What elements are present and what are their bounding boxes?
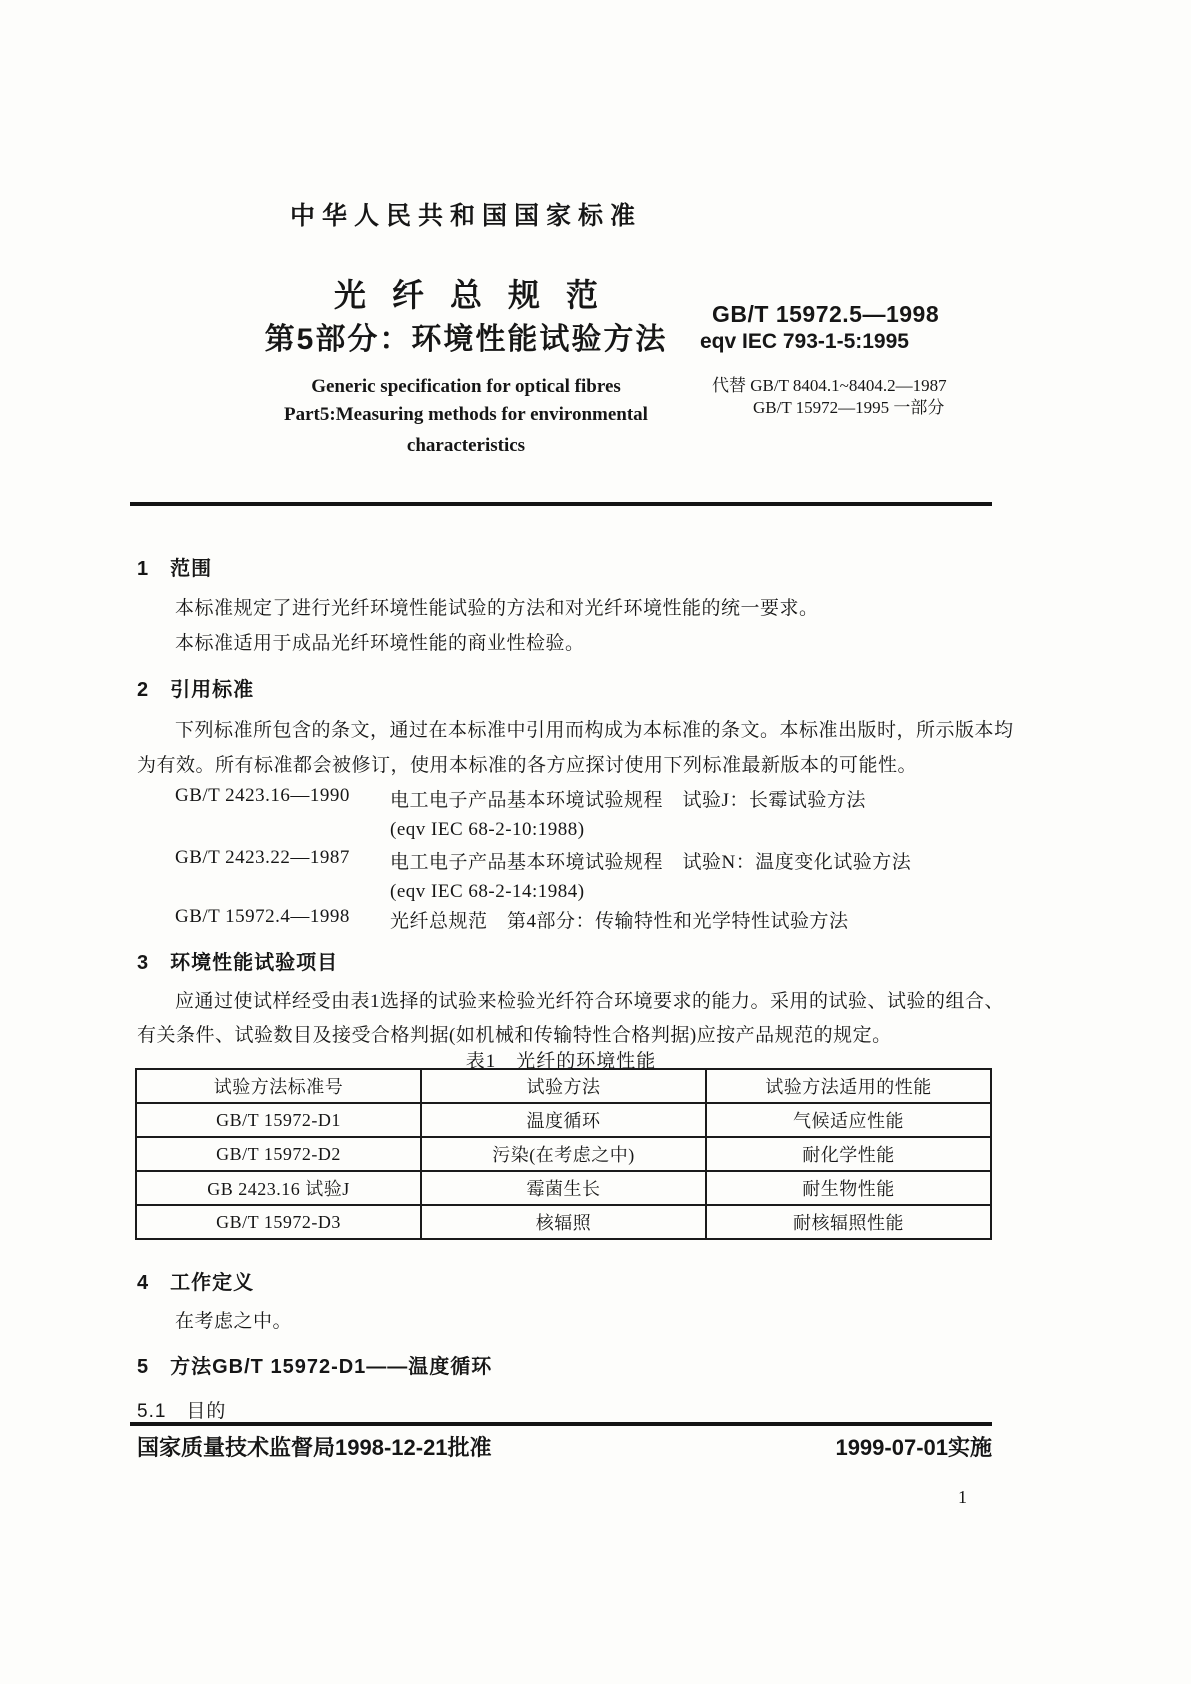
table-cell: GB 2423.16 试验J — [136, 1171, 421, 1205]
section-1-heading: 1 范围 — [137, 558, 213, 580]
section-2-heading: 2 引用标准 — [137, 679, 255, 701]
environment-performance-table — [135, 1068, 992, 1240]
standard-type-heading: 中华人民共和国国家标准 — [289, 202, 642, 230]
table-row — [136, 1171, 991, 1205]
table-cell: 温度循环 — [421, 1103, 706, 1137]
reference-equivalence: (eqv IEC 68-2-14:1984) — [390, 881, 585, 902]
standard-number: GB/T 15972.5—1998 — [712, 301, 940, 327]
footer-divider-rule — [130, 1422, 992, 1426]
reference-title: 电工电子产品基本环境试验规程 试验J：长霉试验方法 — [390, 790, 866, 811]
table-row — [136, 1137, 991, 1171]
section-2-intro-line1: 下列标准所包含的条文，通过在本标准中引用而构成为本标准的条文。本标准出版时，所示版本均 — [175, 720, 1014, 741]
table-header-cell-standard: 试验方法标准号 — [136, 1069, 421, 1103]
section-2-intro-line2: 为有效。所有标准都会被修订，使用本标准的各方应探讨使用下列标准最新版本的可能性。 — [137, 755, 918, 776]
table-row — [136, 1205, 991, 1239]
document-title-cn: 光纤总规范 — [333, 277, 624, 313]
section-1-paragraph-1: 本标准规定了进行光纤环境性能试验的方法和对光纤环境性能的统一要求。 — [175, 598, 819, 619]
document-title-en-line3: characteristics — [406, 435, 526, 456]
header-divider-rule — [130, 502, 992, 506]
section-5-heading: 5 方法GB/T 15972-D1——温度循环 — [137, 1356, 493, 1378]
table-header-cell-property: 试验方法适用的性能 — [706, 1069, 991, 1103]
section-4-paragraph-1: 在考虑之中。 — [175, 1311, 293, 1332]
table-caption: 表1 光纤的环境性能 — [465, 1051, 657, 1072]
reference-item — [175, 785, 866, 812]
approval-statement: 国家质量技术监督局1998-12-21批准 — [137, 1435, 492, 1460]
reference-code: GB/T 2423.16—1990 — [175, 785, 350, 806]
table-cell: 霉菌生长 — [421, 1171, 706, 1205]
section-4-heading: 4 工作定义 — [137, 1272, 255, 1294]
table-cell: 耐核辐照性能 — [706, 1205, 991, 1239]
page-number: 1 — [958, 1487, 967, 1507]
table-cell: 核辐照 — [421, 1205, 706, 1239]
replaces-note-line1: 代替 GB/T 8404.1~8404.2—1987 — [712, 376, 947, 395]
document-title-en-line1: Generic specification for optical fibres — [311, 376, 621, 397]
table-cell: GB/T 15972-D1 — [136, 1103, 421, 1137]
reference-title: 电工电子产品基本环境试验规程 试验N：温度变化试验方法 — [390, 852, 912, 873]
reference-item — [175, 847, 911, 874]
section-3-heading: 3 环境性能试验项目 — [137, 952, 339, 974]
table-cell: 气候适应性能 — [706, 1103, 991, 1137]
table-cell: GB/T 15972-D2 — [136, 1137, 421, 1171]
section-1-paragraph-2: 本标准适用于成品光纤环境性能的商业性检验。 — [175, 633, 585, 654]
reference-equivalence: (eqv IEC 68-2-10:1988) — [390, 819, 585, 840]
table-header-cell-method: 试验方法 — [421, 1069, 706, 1103]
reference-title: 光纤总规范 第4部分：传输特性和光学特性试验方法 — [390, 911, 849, 932]
reference-item — [175, 906, 849, 933]
table-cell: 污染(在考虑之中) — [421, 1137, 706, 1171]
replaces-note-line2: GB/T 15972—1995 一部分 — [753, 398, 945, 417]
table-cell: 耐生物性能 — [706, 1171, 991, 1205]
document-title-en-line2: Part5:Measuring methods for environmental — [284, 404, 648, 425]
section-3-paragraph-line1: 应通过使试样经受由表1选择的试验来检验光纤符合环境要求的能力。采用的试验、试验的组合、 — [175, 991, 1005, 1012]
table-cell: 耐化学性能 — [706, 1137, 991, 1171]
reference-code: GB/T 15972.4—1998 — [175, 906, 350, 927]
section-3-paragraph-line2: 有关条件、试验数目及接受合格判据(如机械和传输特性合格判据)应按产品规范的规定。 — [137, 1025, 892, 1046]
reference-code: GB/T 2423.22—1987 — [175, 847, 350, 868]
implementation-date: 1999-07-01实施 — [835, 1435, 992, 1460]
table-header-row — [136, 1069, 991, 1103]
document-subtitle-cn: 第5部分：环境性能试验方法 — [264, 323, 668, 356]
standard-equivalence: eqv IEC 793-1-5:1995 — [700, 330, 909, 353]
table-cell: GB/T 15972-D3 — [136, 1205, 421, 1239]
section-5-1-subheading: 5.1 目的 — [137, 1401, 227, 1422]
table-row — [136, 1103, 991, 1137]
